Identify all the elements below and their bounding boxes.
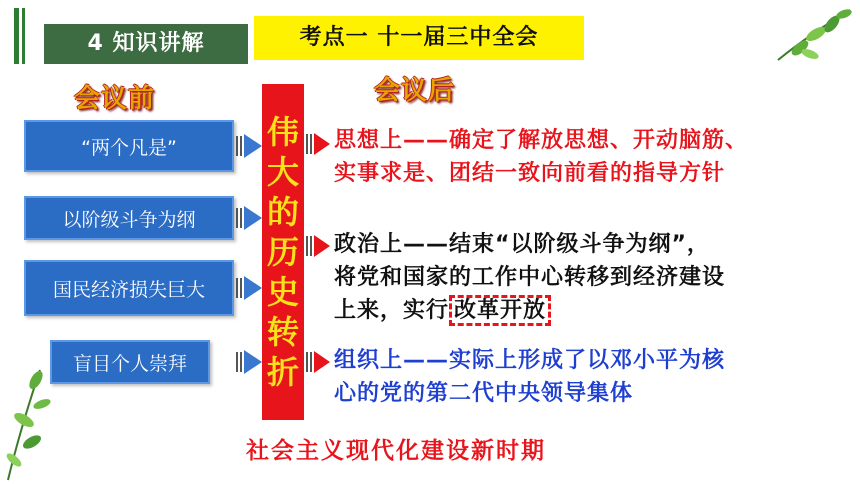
point-politics-line1: 政治上——结束“以阶级斗争为纲”， [334, 232, 710, 257]
point-politics [334, 228, 854, 327]
point-organization-line1: 组织上——实际上形成了以邓小平为核 [334, 348, 726, 373]
header-accent-bar-thin [22, 8, 25, 64]
topic-title: 考点一 十一届三中全会 [254, 16, 584, 60]
left-box-personality-cult: 盲目个人崇拜 [50, 340, 210, 384]
banner-char: 的 [266, 193, 299, 231]
connector-stripes [306, 134, 314, 154]
connector-stripes [306, 352, 314, 372]
connector-stripes [236, 136, 244, 156]
point-organization [334, 344, 854, 410]
point-politics-line3 [334, 294, 854, 327]
footer-new-era: 社会主义现代化建设新时期 [246, 437, 546, 464]
header-accent-bar [14, 8, 19, 64]
point-politics-line3-prefix: 上来，实行 [334, 298, 450, 323]
banner-char: 折 [266, 353, 299, 391]
connector-stripes [236, 352, 244, 372]
left-box-economic-loss: 国民经济损失巨大 [24, 260, 234, 316]
point-thought-line2: 实事求是、团结一致向前看的指导方针 [334, 161, 726, 186]
point-organization-line2: 心的党的第二代中央领导集体 [334, 381, 634, 406]
point-thought-line1: 思想上——确定了解放思想、开动脑筋、 [334, 128, 749, 153]
point-politics-line2: 将党和国家的工作中心转移到经济建设 [334, 265, 726, 290]
arrow-right-icon [244, 276, 262, 300]
leaf-branch-icon [770, 4, 856, 66]
left-box-two-whatevers: “两个凡是” [24, 120, 234, 172]
section-title: 4 知识讲解 [44, 24, 248, 64]
significance-label: 会议后 [374, 76, 456, 106]
connector-stripes [236, 278, 244, 298]
arrow-right-icon [244, 134, 262, 158]
reform-opening-highlight: 改革开放 [449, 295, 551, 326]
point-thought [334, 124, 854, 190]
connector-stripes [306, 236, 314, 256]
before-label: 会议前 [74, 84, 156, 114]
arrow-right-icon [314, 235, 330, 257]
banner-char: 史 [266, 273, 299, 311]
arrow-right-icon [244, 206, 262, 230]
banner-char: 大 [266, 153, 299, 191]
historic-turning-point-banner [262, 84, 304, 420]
banner-char: 历 [266, 233, 299, 271]
banner-char: 转 [266, 313, 299, 351]
arrow-right-icon [314, 133, 330, 155]
arrow-right-icon [314, 351, 330, 373]
left-box-class-struggle: 以阶级斗争为纲 [24, 196, 234, 240]
banner-char: 伟 [266, 113, 299, 151]
arrow-right-icon [244, 350, 262, 374]
connector-stripes [236, 208, 244, 228]
